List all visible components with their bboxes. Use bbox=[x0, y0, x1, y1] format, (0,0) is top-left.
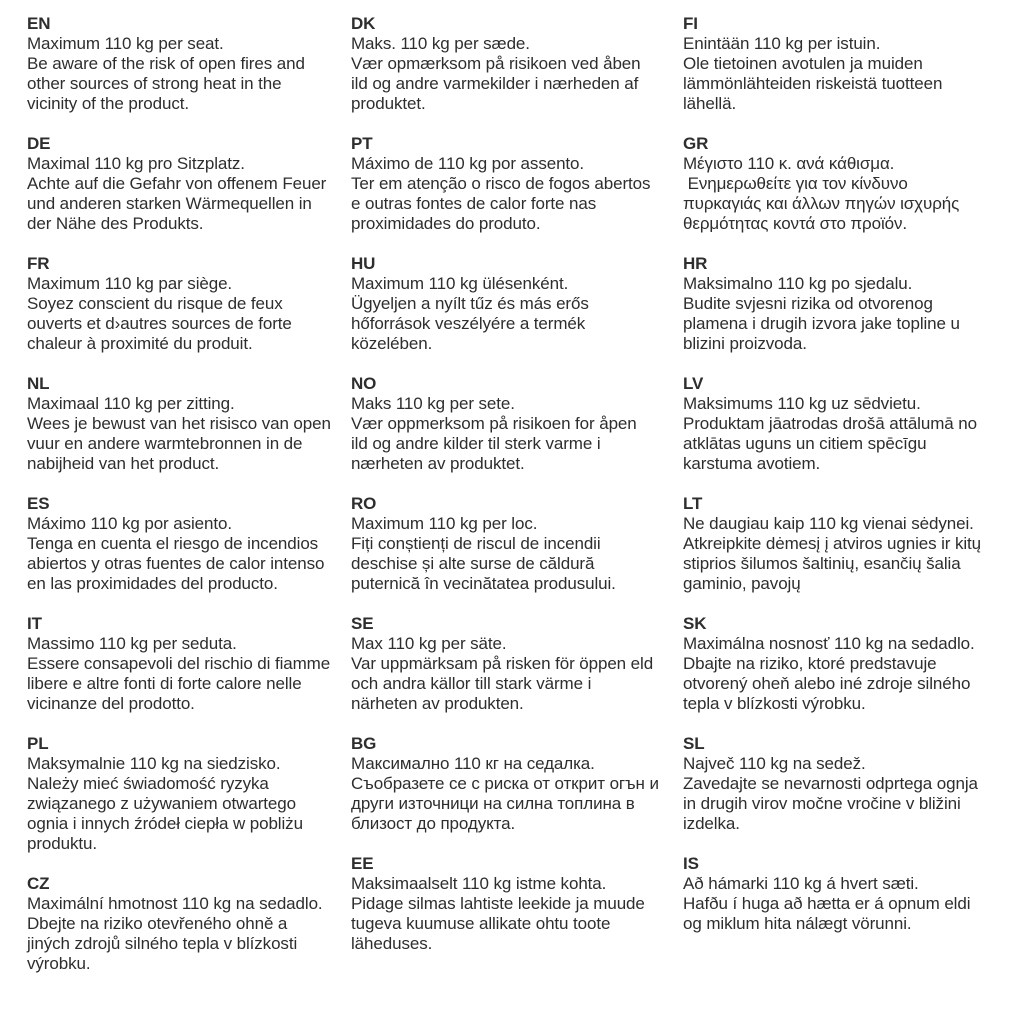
language-section-lv bbox=[683, 374, 1024, 474]
warning-text-line: Wees je bewust van het risisco van open bbox=[27, 414, 331, 433]
language-code-label: PT bbox=[351, 134, 373, 153]
language-code-label: FI bbox=[683, 14, 698, 33]
warning-text-line: Budite svjesni rizika od otvorenog bbox=[683, 294, 933, 313]
language-section-en bbox=[27, 14, 351, 114]
language-code-label: SE bbox=[351, 614, 374, 633]
warning-text-line: chaleur à proximité du produit. bbox=[27, 334, 253, 353]
warning-text-line: közelében. bbox=[351, 334, 433, 353]
language-code-label: SK bbox=[683, 614, 707, 633]
warning-text-line: Maksimums 110 kg uz sēdvietu. bbox=[683, 394, 921, 413]
warning-text-line: lähellä. bbox=[683, 94, 737, 113]
warning-text-line: lämmönlähteiden riskeistä tuotteen bbox=[683, 74, 943, 93]
warning-text-line: Ole tietoinen avotulen ja muiden bbox=[683, 54, 923, 73]
column-left bbox=[27, 14, 351, 994]
warning-text-line: en las proximidades del producto. bbox=[27, 574, 278, 593]
warning-text-line: Максимално 110 кг на седалка. bbox=[351, 754, 595, 773]
warning-text-line: nærheten av produktet. bbox=[351, 454, 525, 473]
language-code-label: IT bbox=[27, 614, 42, 633]
warning-text-line: nabijheid van het product. bbox=[27, 454, 220, 473]
warning-text-line: Maks 110 kg per sete. bbox=[351, 394, 515, 413]
language-section-ro bbox=[351, 494, 683, 594]
warning-text-line: Maximální hmotnost 110 kg na sedadlo. bbox=[27, 894, 323, 913]
language-section-hu bbox=[351, 254, 683, 354]
warning-text-line: läheduses. bbox=[351, 934, 433, 953]
language-section-lt bbox=[683, 494, 1024, 594]
warning-text-line: Ενημερωθείτε για τον κίνδυνο bbox=[683, 174, 908, 193]
warning-text-line: ognia i innych źródeł ciepła w pobliżu bbox=[27, 814, 303, 833]
language-section-nl bbox=[27, 374, 351, 474]
warning-text-line: Maximum 110 kg par siège. bbox=[27, 274, 233, 293]
warning-text-line: Maksymalnie 110 kg na siedzisko. bbox=[27, 754, 281, 773]
warning-text-line: Dbejte na riziko otevřeného ohně a bbox=[27, 914, 288, 933]
warning-text-line: ouverts et d›autres sources de forte bbox=[27, 314, 292, 333]
warning-text-line: Съобразете се с риска от открит огън и bbox=[351, 774, 659, 793]
warning-text-line: Pidage silmas lahtiste leekide ja muude bbox=[351, 894, 645, 913]
warning-text-line: Maximum 110 kg ülésenként. bbox=[351, 274, 569, 293]
language-code-label: ES bbox=[27, 494, 50, 513]
warning-text-line: Dbajte na riziko, ktoré predstavuje bbox=[683, 654, 937, 673]
warning-text-line: other sources of strong heat in the bbox=[27, 74, 282, 93]
language-code-label: EE bbox=[351, 854, 374, 873]
language-code-label: LV bbox=[683, 374, 704, 393]
language-code-label: EN bbox=[27, 14, 51, 33]
warning-text-line: vuur en andere warmtebronnen in de bbox=[27, 434, 303, 453]
warning-text-line: Be aware of the risk of open fires and bbox=[27, 54, 305, 73]
language-code-label: LT bbox=[683, 494, 703, 513]
warning-text-line: Máximo de 110 kg por assento. bbox=[351, 154, 585, 173]
warning-text-line: Ter em atenção o risco de fogos abertos bbox=[351, 174, 651, 193]
language-section-it bbox=[27, 614, 351, 714]
language-section-gr bbox=[683, 134, 1024, 234]
warning-text-line: Maximálna nosnosť 110 kg na sedadlo. bbox=[683, 634, 975, 653]
language-section-sk bbox=[683, 614, 1024, 714]
warning-text-line: karstuma avotiem. bbox=[683, 454, 821, 473]
warning-text-line: związanego z używaniem otwartego bbox=[27, 794, 296, 813]
warning-text-line: Vær oppmerksom på risikoen for åpen bbox=[351, 414, 637, 433]
warning-text-line: Að hámarki 110 kg á hvert sæti. bbox=[683, 874, 919, 893]
language-section-hr bbox=[683, 254, 1024, 354]
warning-text-line: Produktam jāatrodas drošā attālumā no bbox=[683, 414, 977, 433]
warning-text-line: izdelka. bbox=[683, 814, 740, 833]
language-section-se bbox=[351, 614, 683, 714]
language-section-bg bbox=[351, 734, 683, 834]
language-code-label: DE bbox=[27, 134, 51, 153]
language-code-label: IS bbox=[683, 854, 699, 873]
warning-text-line: Maks. 110 kg per sæde. bbox=[351, 34, 530, 53]
warning-text-line: ild og andre kilder til sterk varme i bbox=[351, 434, 601, 453]
warning-text-line: Essere consapevoli del rischio di fiamme bbox=[27, 654, 331, 673]
warning-text-line: θερμότητας κοντά στο προϊόν. bbox=[683, 214, 908, 233]
warning-text-line: Zavedajte se nevarnosti odprtega ognja bbox=[683, 774, 978, 793]
language-code-label: HU bbox=[351, 254, 376, 273]
warning-text-line: Należy mieć świadomość ryzyka bbox=[27, 774, 269, 793]
language-section-no bbox=[351, 374, 683, 474]
warning-text-line: Massimo 110 kg per seduta. bbox=[27, 634, 237, 653]
warning-text-line: och andra källor till stark värme i bbox=[351, 674, 592, 693]
warning-text-line: produktet. bbox=[351, 94, 426, 113]
warning-text-line: vicinity of the product. bbox=[27, 94, 190, 113]
warning-text-line: výrobku. bbox=[27, 954, 91, 973]
column-middle bbox=[351, 14, 683, 974]
warning-text-line: Achte auf die Gefahr von offenem Feuer bbox=[27, 174, 327, 193]
warning-text-line: Max 110 kg per säte. bbox=[351, 634, 507, 653]
language-code-label: SL bbox=[683, 734, 705, 753]
language-section-pt bbox=[351, 134, 683, 234]
warning-text-line: proximidades do produto. bbox=[351, 214, 541, 233]
language-code-label: FR bbox=[27, 254, 50, 273]
language-section-es bbox=[27, 494, 351, 594]
warning-text-line: Hafðu í huga að hætta er á opnum eldi bbox=[683, 894, 971, 913]
warning-text-line: otvorený oheň alebo iné zdroje silného bbox=[683, 674, 971, 693]
warning-text-line: vicinanze del prodotto. bbox=[27, 694, 195, 713]
warning-text-line: produktu. bbox=[27, 834, 97, 853]
warning-text-line: Var uppmärksam på risken för öppen eld bbox=[351, 654, 654, 673]
warning-text-line: πυρκαγιάς και άλλων πηγών ισχυρής bbox=[683, 194, 960, 213]
warning-text-line: abiertos y otras fuentes de calor intenso bbox=[27, 554, 325, 573]
warning-text-line: puternică în vecinătatea produsului. bbox=[351, 574, 616, 593]
warning-text-line: Maksimalno 110 kg po sjedalu. bbox=[683, 274, 913, 293]
language-code-label: NO bbox=[351, 374, 377, 393]
warning-text-line: libere e altre fonti di forte calore nelle bbox=[27, 674, 302, 693]
warning-text-line: Μέγιστο 110 κ. ανά κάθισμα. bbox=[683, 154, 895, 173]
warning-text-line: blizini proizvoda. bbox=[683, 334, 807, 353]
warning-text-line: Fiți conștienți de riscul de incendii bbox=[351, 534, 601, 553]
warning-text-line: hőforrások veszélyére a termék bbox=[351, 314, 586, 333]
warning-text-line: närheten av produkten. bbox=[351, 694, 524, 713]
language-section-is bbox=[683, 854, 1024, 934]
warning-text-line: und anderen starken Wärmequellen in bbox=[27, 194, 312, 213]
warning-text-line: Soyez conscient du risque de feux bbox=[27, 294, 283, 313]
warning-text-line: jiných zdrojů silného tepla v blízkosti bbox=[27, 934, 298, 953]
warning-text-line: Maksimaalselt 110 kg istme kohta. bbox=[351, 874, 607, 893]
warning-text-line: Maximum 110 kg per loc. bbox=[351, 514, 538, 533]
language-section-ee bbox=[351, 854, 683, 954]
warning-text-line: Maximaal 110 kg per zitting. bbox=[27, 394, 235, 413]
language-code-label: PL bbox=[27, 734, 49, 753]
language-section-cz bbox=[27, 874, 351, 974]
warning-text-line: deschise și alte surse de căldură bbox=[351, 554, 595, 573]
language-code-label: CZ bbox=[27, 874, 50, 893]
warning-text-line: tepla v blízkosti výrobku. bbox=[683, 694, 866, 713]
language-columns bbox=[27, 14, 1024, 994]
warning-text-line: други източници на силна топлина в bbox=[351, 794, 635, 813]
warning-text-line: Ne daugiau kaip 110 kg vienai sėdynei. bbox=[683, 514, 974, 533]
language-section-fi bbox=[683, 14, 1024, 114]
language-section-pl bbox=[27, 734, 351, 854]
warning-text-line: og miklum hita nálægt vörunni. bbox=[683, 914, 912, 933]
warning-text-line: ild og andre varmekilder i nærheden af bbox=[351, 74, 639, 93]
warning-text-line: Vær opmærksom på risikoen ved åben bbox=[351, 54, 641, 73]
warning-text-line: Največ 110 kg na sedež. bbox=[683, 754, 866, 773]
warning-text-line: Máximo 110 kg por asiento. bbox=[27, 514, 232, 533]
warning-text-line: in drugih virov močne vročine v bližini bbox=[683, 794, 961, 813]
language-section-de bbox=[27, 134, 351, 234]
warning-text-line: Ügyeljen a nyílt tűz és más erős bbox=[351, 294, 589, 313]
language-code-label: BG bbox=[351, 734, 377, 753]
warning-text-line: Maximal 110 kg pro Sitzplatz. bbox=[27, 154, 245, 173]
warning-text-line: atklātas uguns un citiem spēcīgu bbox=[683, 434, 927, 453]
warning-text-line: tugeva kuumuse allikate ohtu toote bbox=[351, 914, 611, 933]
warning-text-line: der Nähe des Produkts. bbox=[27, 214, 204, 233]
language-code-label: GR bbox=[683, 134, 709, 153]
language-code-label: DK bbox=[351, 14, 376, 33]
language-section-dk bbox=[351, 14, 683, 114]
warning-text-line: Atkreipkite dėmesį į atviros ugnies ir kitų bbox=[683, 534, 982, 553]
warning-text-line: Tenga en cuenta el riesgo de incendios bbox=[27, 534, 319, 553]
language-code-label: HR bbox=[683, 254, 708, 273]
column-right bbox=[683, 14, 1024, 954]
language-section-sl bbox=[683, 734, 1024, 834]
warning-text-line: plamena i drugih izvora jake topline u bbox=[683, 314, 960, 333]
warning-text-line: близост до продукта. bbox=[351, 814, 516, 833]
warning-text-line: e outras fontes de calor forte nas bbox=[351, 194, 597, 213]
warning-text-line: stiprios šilumos šaltinių, esančių šalia bbox=[683, 554, 961, 573]
language-code-label: NL bbox=[27, 374, 50, 393]
warning-text-line: Maximum 110 kg per seat. bbox=[27, 34, 224, 53]
warning-text-line: gaminio, pavojų bbox=[683, 574, 801, 593]
warning-text-line: Enintään 110 kg per istuin. bbox=[683, 34, 881, 53]
language-code-label: RO bbox=[351, 494, 377, 513]
language-section-fr bbox=[27, 254, 351, 354]
